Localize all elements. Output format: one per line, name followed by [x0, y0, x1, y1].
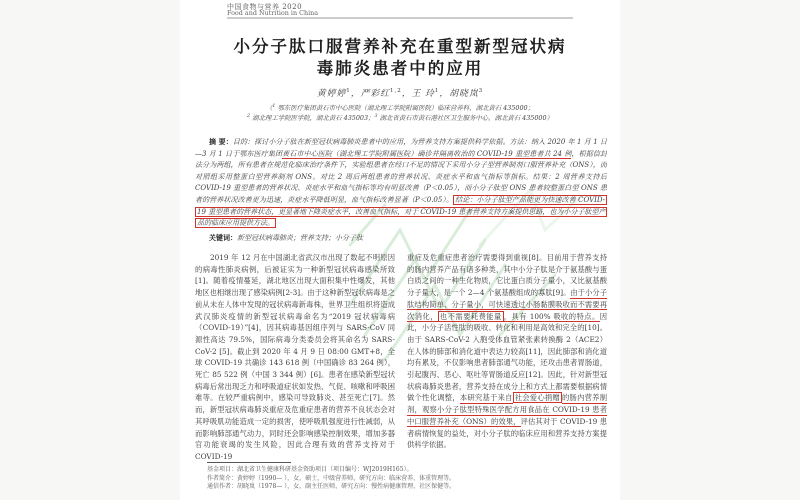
- body-red-underline-annotation: 本研究基于来自: [459, 393, 513, 403]
- footnote-corresponding-author: 通信作者：胡晓岚（1978— ），女，副主任医师，研究方向：慢性病健康管理、社区保健等。: [207, 483, 456, 491]
- author-4: 胡晓岚$^3$: [449, 88, 484, 99]
- body-red-underline-annotation: 由于小分子肽结构简单、分子量小，可快速透过小肠黏膜吸收而不需要再次消化，: [407, 288, 607, 321]
- author-3: 王 玲$^1$: [411, 88, 440, 99]
- journal-header-rule: [227, 17, 573, 19]
- authors-line: 黄婷婷$^1$，严彩红$^{1,2}$，王 玲$^1$，胡晓岚$^3$: [316, 88, 484, 99]
- footnotes: [195, 462, 607, 492]
- affiliation-line-1: （$^1$ 鄂东医疗集团黄石市中心医院（湖北理工学院附属医院）临床营养科，湖北黄石 435000；: [266, 103, 534, 112]
- keywords-line: [195, 233, 607, 243]
- abstract-text: 目的：探讨小分子肽在新型冠状病毒肺炎患者中的应用，为营养支持方案提供科学依据。方法：纳入 2020 年 1 月 1 日—3 月 1 日于鄂东医疗集团: [195, 138, 607, 158]
- keywords-label: 关键词：: [209, 233, 237, 242]
- body-left-paragraph: 2019 年 12 月在中国湖北省武汉市出现了数起不明原因的病毒性肺炎病例，后被证实为一种新型冠状病毒感染所致[1]。随着疫情蔓延，湖北地区出现大面积集中性爆发，其他地区也相继出现了感染病例[2-3]。由于这种新型冠状病毒是之前从未在人体中发现的冠状病毒新毒株，世界卫生组织将造成武汉肺炎疫情的新型冠状病毒命名为“2019 冠状病毒病（COVID-19）”[4]，因其病毒基因组序列与 SARS-CoV 同源性高达 79.5%，国际病毒分类委员会将其命名为 SARS-CoV-2 [5]。截止到 2020 年 4 月 9 日 08:00 GMT+8，全球 COVID-19 共确诊 143 618 例（中国确诊 83 264 例），死亡 85 522 例（中国 3 344 例）[6]。患者在感染新型冠状病毒后常出现乏力和呼吸道症状如发热、气促、咳嗽和呼吸困难等。在较严重病例中，感染可导致肺炎、甚至死亡[7]。然而，新型冠状病毒肺炎重症及危重症患者的营养不良状态会对其呼吸肌功能造成一定的损害，使呼吸肌强度进行性减弱，从而影响肺部通气动力，同时还会影响感染控制效果，增加多器官功能衰竭的发生风险，因此合理有效的营养支持对于 COVID-19: [195, 253, 395, 461]
- paper-title-line-2: 毒肺炎患者中的应用: [316, 59, 484, 78]
- keywords-text: 新型冠状病毒肺炎；营养支持；小分子肽: [237, 234, 363, 242]
- body-right-paragraph: 重症及危重症患者治疗需要得到重视[8]。目前用于营养支持的肠内营养产品有诸多种类，其中小分子肽是介于氨基酸与蛋白质之间的一种生化物质，它比蛋白质分子量小，又比氨基酸分子量大，是一个 2—4 个氨基酸组成的寡肽[9]。由于小分子肽结构简单、分子量小，可快速透过小肠黏膜吸收而不需要再次消化， 也不需要耗费能量 ，具有 100% 吸收的特点。因此，小分子活性肽的吸收、转化和利用是高效和完全的[10]。由于 SARS-CoV-2 入胞受体血管紧张素转换酶 2（ACE2）在人体的肺部和消化道中表达力较高[11]，因此肺部和消化道均有累及，不仅影响患者肺部通气功能，还攻击患者胃肠道，引起腹泻、恶心、呕吐等胃肠道反应[12]。因此，针对新型冠状病毒肺炎患者，营养支持在成分上和方式上都需要根据病情做个性化调整，本研究基于来自 社会爱心捐赠 的肠内营养制剂，观察小分子肽型特殊医学配方用食品在 COVID-19 患者中口服营养补充（ONS）的效果，评估其对于 COVID-19 患者病情恢复的益处，对小分子肽的临床应用和营养支持方案提供科学依据。: [407, 253, 607, 450]
- body-right-column: [407, 252, 607, 462]
- paper-title: [180, 36, 620, 80]
- abstract-label: 摘 要：: [209, 137, 233, 146]
- abstract-text: ，根据信封法分为两组，所有患者在规范化临床治疗条件下，实验组患者在经口不足的情况下采用小分子型营养制剂口服营养补充（ONS），而对照组采用整蛋白型营养制剂 ONS。对比 2 周后两组患者的营养状况、炎症水平和血气指标等指标。结果：2 周营养支持后 COVID-19 重型患者的营养状况、炎症水平和血气指标等均有明显改善（P＜0.05），而小分子肽型 ONS 患者较整蛋白型 ONS 患者的营养状况改善更为迅速，炎症水平降低明显，血气指标改善显著（P＜0.05）。: [195, 149, 607, 204]
- journal-name-cn: 中国食物与营养 2020: [227, 3, 303, 11]
- affiliation-line-2: $^2$ 湖北理工学院医学院，湖北黄石 435003；$^3$ 湖北省黄石市黄石港社区卫生服务中心，湖北黄石 435000）: [247, 113, 553, 122]
- footnote-fund: 基金项目：湖北省卫生健康科研基金资助项目（项目编号：WJ2019H165）。: [207, 466, 413, 473]
- footnote-author-bio: 作者简介：黄婷婷（1990— ），女，硕士，中级营养师，研究方向：临床营养、体重管理等。: [207, 474, 456, 482]
- body-red-box-annotation: 社会爱心捐赠: [514, 393, 560, 403]
- journal-name-en: Food and Nutrition in China: [227, 9, 319, 17]
- body-red-underline-annotation: 的肠内营养制剂，观察小分子肽型特殊医学配方用食品在 COVID-19 患者中口服营养补充（ONS）的效果，: [407, 393, 607, 426]
- abstract-red-underline-annotation: 黄石市中心医院（湖北理工学院附属医院）确诊并隔离收治的 COVID-19 重型患者共 24 例: [282, 149, 572, 158]
- author-1: 黄婷婷$^1$: [316, 88, 351, 99]
- body-red-underline-annotation: ，具有 100% 吸收的特点。: [503, 311, 600, 321]
- paper-page: [180, 0, 620, 500]
- paper-title-line-1: 小分子肽口服营养补充在重型新型冠状病: [233, 37, 567, 56]
- author-2: 严彩红$^{1,2}$: [360, 88, 402, 99]
- footnote-divider: [207, 462, 291, 463]
- body-left-column: [195, 252, 395, 462]
- abstract: [195, 136, 607, 230]
- body-red-box-annotation: 也不需要耗费能量: [439, 311, 502, 321]
- abstract-conclusion-red-box-annotation: 结论：小分子肽型产品能更为快速改善 COVID-19 重型患者的营养状态，更显著地下降炎症水平，改善血气指标，对于 COVID-19 患者营养支持方案提供思路，也为小分子肽型产品的临床应用提供方法。: [197, 195, 606, 228]
- body-columns: [195, 252, 607, 462]
